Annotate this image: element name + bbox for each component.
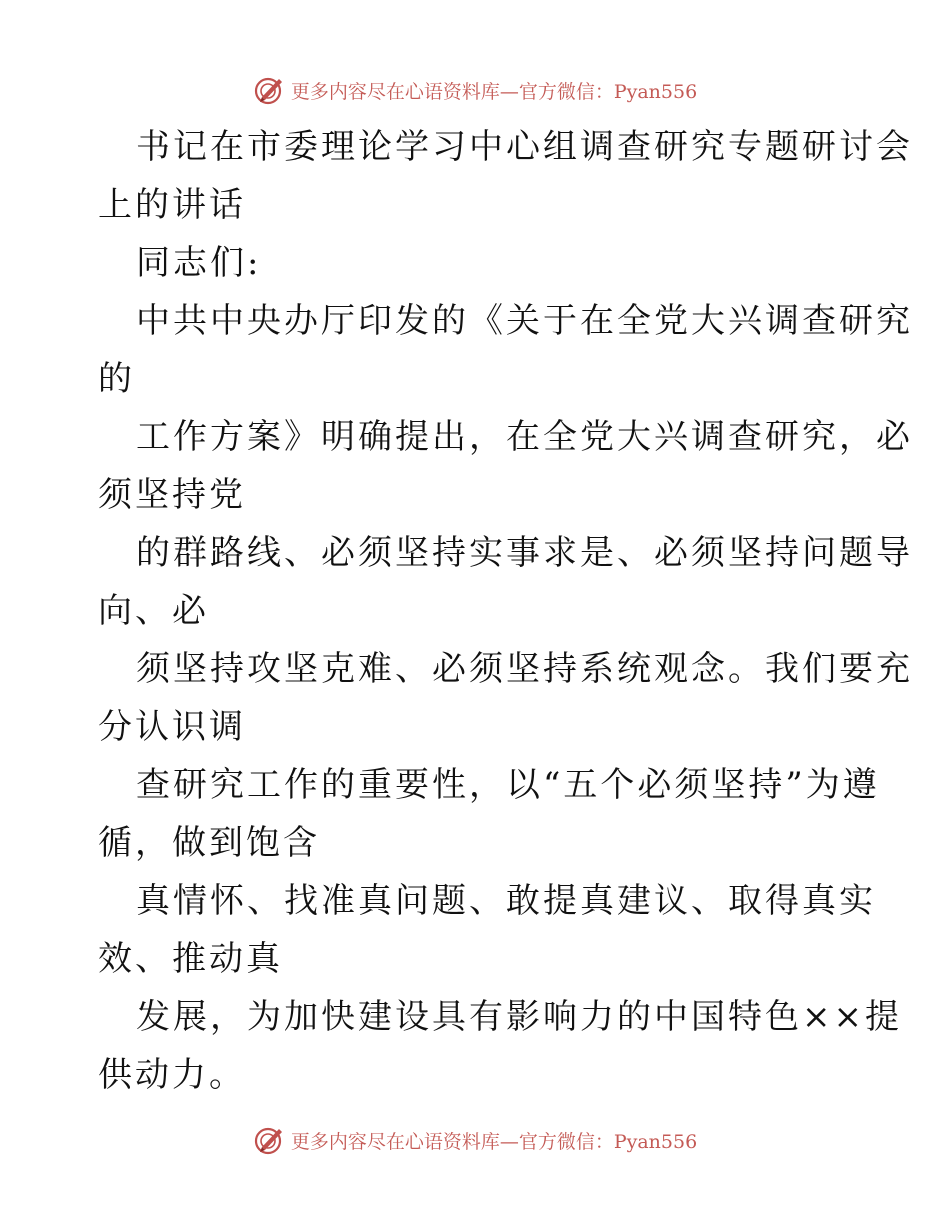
text-line: 供动力。 <box>98 1055 246 1095</box>
text-line: 须坚持党 <box>98 475 246 515</box>
text-line: 同志们: <box>136 243 262 283</box>
text-line: 发展，为加快建设具有影响力的中国特色××提 <box>136 997 902 1037</box>
footer-watermark-text: 更多内容尽在心语资料库—官方微信：Pyan556 <box>290 1130 698 1153</box>
text-line: 书记在市委理论学习中心组调查研究专题研讨会 <box>136 127 913 167</box>
text-line: 分认识调 <box>98 707 246 747</box>
text-line: 的群路线、必须坚持实事求是、必须坚持问题导 <box>136 533 913 573</box>
text-line: 上的讲话 <box>98 185 246 225</box>
pen-logo-icon <box>253 1124 285 1156</box>
pen-logo-icon <box>253 74 285 106</box>
text-line: 工作方案》明确提出，在全党大兴调查研究，必 <box>136 417 913 457</box>
text-line: 须坚持攻坚克难、必须坚持系统观念。我们要充 <box>136 649 913 689</box>
footer-watermark <box>0 1120 950 1160</box>
document-body <box>98 118 913 1104</box>
text-line: 中共中央办厅印发的《关于在全党大兴调查研究 <box>136 301 913 341</box>
text-line: 查研究工作的重要性，以“五个必须坚持”为遵 <box>136 765 880 805</box>
header-watermark <box>0 70 950 110</box>
text-line: 真情怀、找准真问题、敢提真建议、取得真实 <box>136 881 876 921</box>
text-line: 循，做到饱含 <box>98 823 320 863</box>
text-line: 的 <box>98 359 135 399</box>
text-line: 向、必 <box>98 591 209 631</box>
text-line: 效、推动真 <box>98 939 283 979</box>
header-watermark-text: 更多内容尽在心语资料库—官方微信：Pyan556 <box>290 80 698 103</box>
